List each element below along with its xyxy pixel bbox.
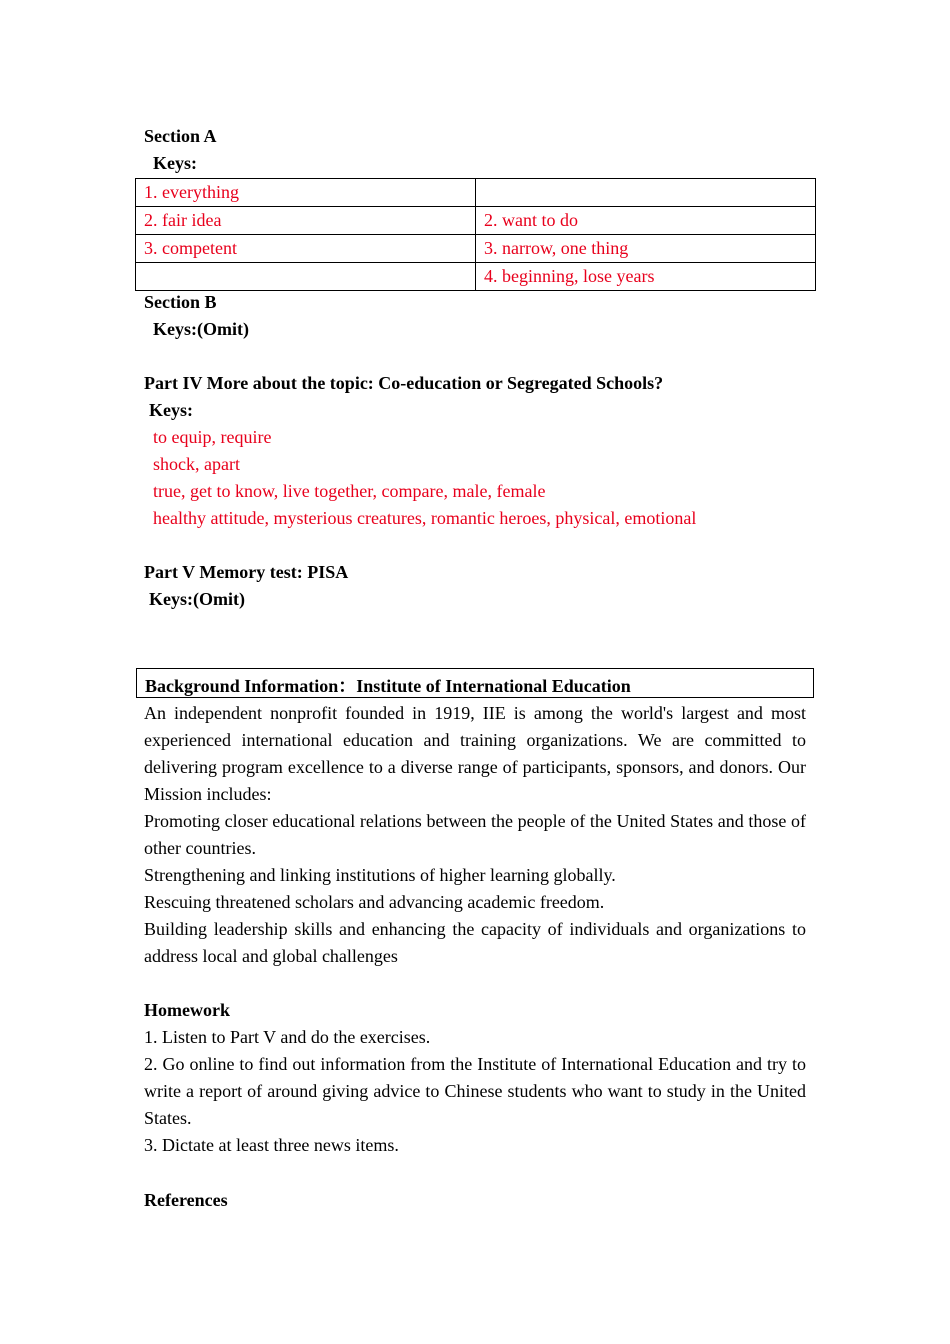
homework-list <box>144 1024 806 1159</box>
part-v-keys-label: Keys:(Omit) <box>149 589 245 609</box>
section-b-title: Section B <box>144 292 217 312</box>
background-heading: Background Information：Institute of International Education <box>145 676 631 696</box>
part-v-title: Part V Memory test: PISA <box>144 562 349 582</box>
background-paragraph: Promoting closer educational relations between the people of the United States and those of other countries. <box>144 811 806 858</box>
table-cell <box>476 179 816 207</box>
references-title: References <box>144 1190 228 1210</box>
table-row <box>136 263 816 291</box>
table-cell: 2. want to do <box>476 207 816 235</box>
background-body <box>144 700 806 970</box>
homework-item: 2. Go online to find out information from the Institute of International Education and try to write a report of around giving advice to Chinese students who want to study in the United States. <box>144 1054 806 1128</box>
homework-item: 1. Listen to Part V and do the exercises. <box>144 1027 431 1047</box>
table-row <box>136 207 816 235</box>
table-cell: 1. everything <box>136 179 476 207</box>
part-iv-title: Part IV More about the topic: Co-education or Segregated Schools? <box>144 373 664 393</box>
part-iv-keys-label: Keys: <box>149 400 193 420</box>
part-iv-answer: shock, apart <box>153 454 240 474</box>
table-cell: 2. fair idea <box>136 207 476 235</box>
part-iv-answer: true, get to know, live together, compare, male, female <box>153 481 546 501</box>
homework-title: Homework <box>144 1000 230 1020</box>
background-paragraph: Building leadership skills and enhancing the capacity of individuals and organizations to address local and global challenges <box>144 919 806 966</box>
section-a-title: Section A <box>144 126 217 146</box>
section-a-keys-label: Keys: <box>153 153 197 173</box>
background-heading-box <box>136 668 814 698</box>
table-cell: 3. competent <box>136 235 476 263</box>
background-paragraph: An independent nonprofit founded in 1919, IIE is among the world's largest and most experienced international education and training organizations. We are committed to delivering program excellence to a diverse range of participants, sponsors, and donors. Our Mission includes: <box>144 703 806 804</box>
background-paragraph: Strengthening and linking institutions of higher learning globally. <box>144 865 616 885</box>
section-a-keys-table <box>135 178 816 291</box>
table-cell: 4. beginning, lose years <box>476 263 816 291</box>
table-row <box>136 179 816 207</box>
table-cell <box>136 263 476 291</box>
table-row <box>136 235 816 263</box>
part-iv-answer: to equip, require <box>153 427 272 447</box>
part-iv-answer: healthy attitude, mysterious creatures, romantic heroes, physical, emotional <box>153 508 697 528</box>
table-cell: 3. narrow, one thing <box>476 235 816 263</box>
section-b-keys-label: Keys:(Omit) <box>153 319 249 339</box>
homework-item: 3. Dictate at least three news items. <box>144 1135 399 1155</box>
background-paragraph: Rescuing threatened scholars and advancing academic freedom. <box>144 892 605 912</box>
